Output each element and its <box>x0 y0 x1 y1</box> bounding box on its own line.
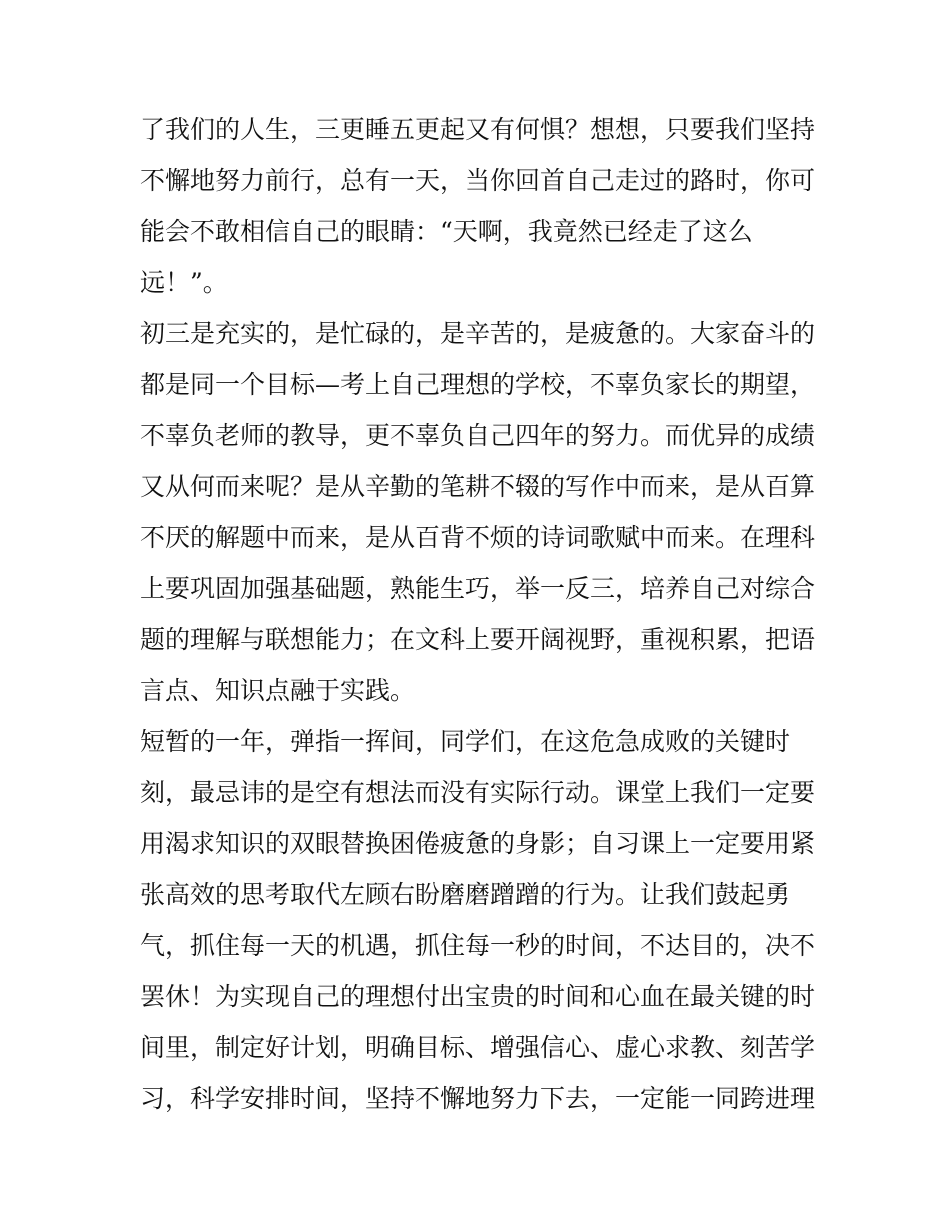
text-line: 上要巩固加强基础题，熟能生巧，举一反三，培养自己对综合 <box>140 574 816 603</box>
text-line: 不辜负老师的教导，更不辜负自己四年的努力。而优异的成绩 <box>140 421 816 450</box>
text-line: 用渴求知识的双眼替换困倦疲惫的身影；自习课上一定要用紧 <box>140 829 816 858</box>
text-line: 远！”。 <box>140 268 228 297</box>
text-line: 题的理解与联想能力；在文科上要开阔视野，重视积累，把语 <box>140 625 816 654</box>
text-line: 习，科学安排时间，坚持不懈地努力下去，一定能一同跨进理 <box>140 1084 816 1113</box>
text-line: 能会不敢相信自己的眼睛：“天啊，我竟然已经走了这么 <box>140 217 753 246</box>
text-line: 又从何而来呢？是从辛勤的笔耕不辍的写作中而来，是从百算 <box>140 472 816 501</box>
text-line: 不懈地努力前行，总有一天，当你回首自己走过的路时，你可 <box>140 166 816 195</box>
text-line: 初三是充实的，是忙碌的，是辛苦的，是疲惫的。大家奋斗的 <box>140 319 816 348</box>
text-line: 都是同一个目标—考上自己理想的学校，不辜负家长的期望， <box>140 370 816 399</box>
text-line: 罢休！为实现自己的理想付出宝贵的时间和心血在最关键的时 <box>140 982 816 1011</box>
text-line: 气，抓住每一天的机遇，抓住每一秒的时间，不达目的，决不 <box>140 931 816 960</box>
text-line: 了我们的人生，三更睡五更起又有何惧？想想，只要我们坚持 <box>140 115 816 144</box>
text-line: 张高效的思考取代左顾右盼磨磨蹭蹭的行为。让我们鼓起勇 <box>140 880 791 909</box>
text-line: 不厌的解题中而来，是从百背不烦的诗词歌赋中而来。在理科 <box>140 523 816 552</box>
text-line: 短暂的一年，弹指一挥间，同学们，在这危急成败的关键时 <box>140 727 791 756</box>
text-line: 刻，最忌讳的是空有想法而没有实际行动。课堂上我们一定要 <box>140 778 816 807</box>
text-line: 言点、知识点融于实践。 <box>140 676 416 705</box>
body-text <box>140 104 820 1124</box>
text-line: 间里，制定好计划，明确目标、增强信心、虚心求教、刻苦学 <box>140 1033 816 1062</box>
